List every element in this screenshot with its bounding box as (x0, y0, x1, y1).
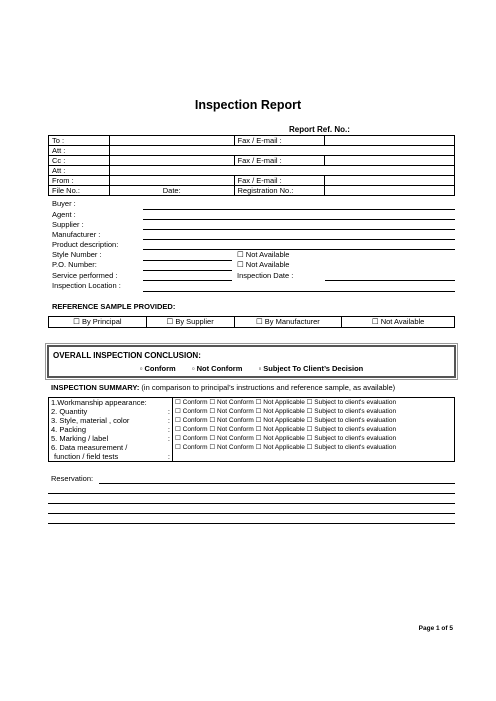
location-label: Inspection Location : (52, 281, 121, 290)
summary-label (49, 425, 173, 434)
header-left: Att : (49, 146, 110, 156)
inspection-date-field[interactable] (325, 280, 455, 281)
header-left: File No.: (49, 186, 110, 196)
po-field[interactable] (143, 270, 232, 271)
summary-label-text: 1.Workmanship appearance: (51, 398, 147, 407)
reservation-line[interactable] (48, 513, 455, 514)
po-label: P.O. Number: (52, 260, 97, 269)
header-date-label: Date: (109, 186, 234, 196)
header-row (49, 146, 455, 156)
header-row (49, 156, 455, 166)
header-right-label: Fax / E-mail : (234, 176, 325, 186)
supplier-label: Supplier : (52, 220, 84, 229)
header-row (49, 166, 455, 176)
summary-heading (51, 383, 395, 392)
by-manufacturer-checkbox[interactable]: ☐ By Manufacturer (234, 317, 342, 328)
summary-options[interactable]: ☐ Conform ☐ Not Conform ☐ Not Applicable ☐ Subject to client's evaluation (173, 425, 455, 434)
header-left: Cc : (49, 156, 110, 166)
location-field[interactable] (143, 291, 455, 292)
header-row (49, 176, 455, 186)
reservation-line[interactable] (48, 493, 455, 494)
reservation-label: Reservation: (51, 474, 94, 483)
conclusion-options (49, 364, 454, 373)
summary-row (49, 416, 455, 425)
summary-colon: : (167, 416, 170, 425)
buyer-field[interactable] (143, 209, 455, 210)
summary-label-text: function / field tests (54, 452, 119, 461)
service-label: Service performed : (52, 271, 118, 280)
by-supplier-checkbox[interactable]: ☐ By Supplier (146, 317, 234, 328)
manufacturer-label: Manufacturer : (52, 230, 101, 239)
summary-label (49, 416, 173, 425)
header-right-value[interactable] (325, 156, 455, 166)
summary-label (49, 407, 173, 416)
summary-label (49, 434, 173, 443)
service-field[interactable] (143, 280, 232, 281)
summary-options[interactable]: ☐ Conform ☐ Not Conform ☐ Not Applicable ☐ Subject to client's evaluation (173, 416, 455, 425)
summary-label-text: 6. Data measurement / (51, 443, 128, 452)
not-available-checkbox[interactable]: ☐ Not Available (342, 317, 455, 328)
header-left: Att : (49, 166, 110, 176)
header-right-label: Fax / E-mail : (234, 156, 325, 166)
header-left: From : (49, 176, 110, 186)
agent-field[interactable] (143, 219, 455, 220)
header-row (49, 136, 455, 146)
summary-options[interactable]: ☐ Conform ☐ Not Conform ☐ Not Applicable ☐ Subject to client's evaluation (173, 407, 455, 416)
summary-colon: : (167, 425, 170, 434)
summary-options[interactable]: ☐ Conform ☐ Not Conform ☐ Not Applicable ☐ Subject to client's evaluation (173, 398, 455, 408)
header-right-label: Fax / E-mail : (234, 136, 325, 146)
summary-label-text: 4. Packing (51, 425, 87, 434)
header-value[interactable] (109, 146, 454, 156)
header-mid[interactable] (109, 136, 234, 146)
summary-table (48, 397, 455, 462)
summary-label-text: 2. Quantity (51, 407, 88, 416)
inspection-date-label: Inspection Date : (237, 271, 294, 280)
header-table (48, 135, 455, 196)
not-conform-checkbox[interactable]: ▫ Not Conform (191, 364, 243, 373)
supplier-field[interactable] (143, 229, 455, 230)
summary-label-text: 5. Marking / label (51, 434, 109, 443)
conclusion-box (47, 345, 456, 378)
summary-label (49, 398, 173, 408)
summary-options[interactable]: ☐ Conform ☐ Not Conform ☐ Not Applicable ☐ Subject to client's evaluation (173, 434, 455, 443)
summary-heading-bold: INSPECTION SUMMARY: (51, 383, 140, 392)
summary-label (49, 443, 173, 462)
header-right-value[interactable] (325, 186, 455, 196)
header-right-value[interactable] (325, 176, 455, 186)
product-label: Product description: (52, 240, 119, 249)
header-mid[interactable] (109, 156, 234, 166)
product-field[interactable] (143, 249, 455, 250)
header-value[interactable] (109, 166, 454, 176)
header-left: To : (49, 136, 110, 146)
not-available-checkbox[interactable]: ☐ Not Available (237, 250, 290, 259)
reference-sample-table (48, 316, 455, 328)
by-principal-checkbox[interactable]: ☐ By Principal (49, 317, 147, 328)
summary-heading-note: (in comparison to principal’s instructions and reference sample, as available) (139, 383, 396, 392)
page-title: Inspection Report (194, 98, 302, 112)
summary-label-text: 3. Style, material , color (51, 416, 130, 425)
page-number: Page 1 of 5 (418, 625, 453, 632)
manufacturer-field[interactable] (143, 239, 455, 240)
header-right-value[interactable] (325, 136, 455, 146)
reservation-line[interactable] (48, 503, 455, 504)
report-ref-label: Report Ref. No.: (289, 125, 350, 134)
summary-row (49, 425, 455, 434)
summary-row (49, 407, 455, 416)
header-right-label: Registration No.: (234, 186, 325, 196)
not-available-checkbox[interactable]: ☐ Not Available (237, 260, 290, 269)
agent-label: Agent : (52, 210, 76, 219)
summary-row (49, 434, 455, 443)
reservation-field[interactable] (99, 483, 455, 484)
reference-sample-heading: REFERENCE SAMPLE PROVIDED: (52, 302, 176, 311)
client-decision-checkbox[interactable]: ▫ Subject To Client’s Decision (258, 364, 364, 373)
header-mid[interactable] (109, 176, 234, 186)
buyer-label: Buyer : (52, 199, 76, 208)
summary-row (49, 398, 455, 408)
summary-options[interactable]: ☐ Conform ☐ Not Conform ☐ Not Applicable ☐ Subject to client's evaluation (173, 443, 455, 462)
summary-row (49, 443, 455, 462)
header-row (49, 186, 455, 196)
style-field[interactable] (143, 260, 232, 261)
summary-colon: : (167, 407, 170, 416)
conclusion-heading: OVERALL INSPECTION CONCLUSION: (53, 351, 201, 360)
reservation-line[interactable] (48, 523, 455, 524)
style-label: Style Number : (52, 250, 102, 259)
conform-checkbox[interactable]: ▫ Conform (139, 364, 176, 373)
summary-colon: : (167, 434, 170, 443)
summary-colon: : (167, 452, 170, 461)
